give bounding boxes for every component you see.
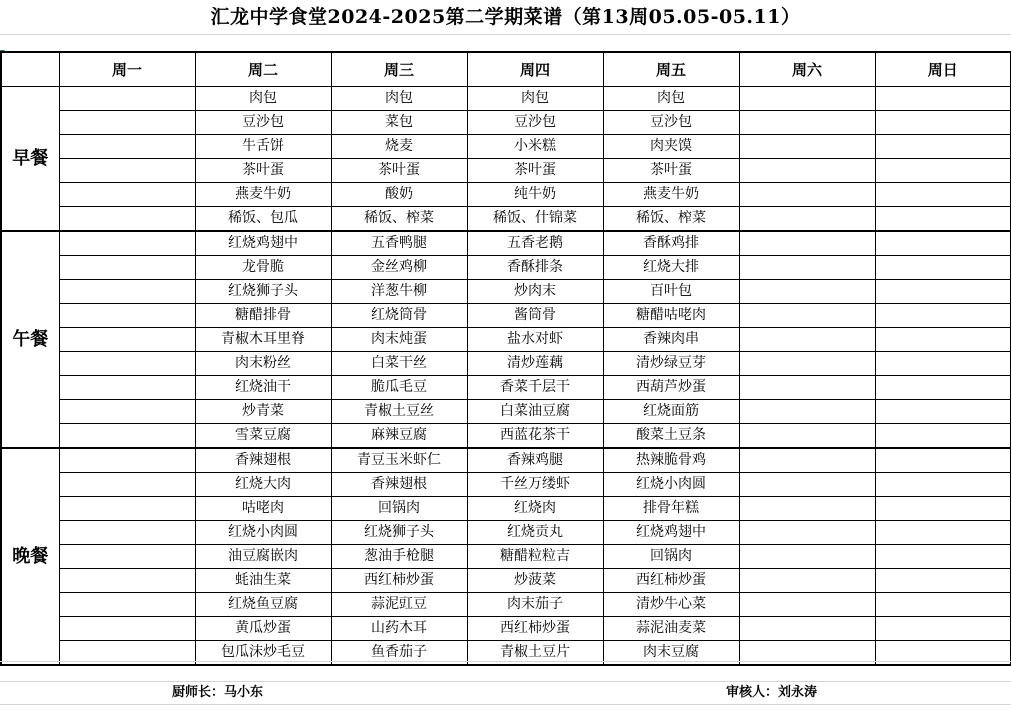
dish-cell: 山药木耳 [331,617,467,641]
dish-cell: 燕麦牛奶 [603,183,739,207]
dish-cell: 酸奶 [331,183,467,207]
dish-cell: 千丝万缕虾 [467,473,603,497]
dish-cell: 清炒牛心菜 [603,593,739,617]
dish-cell: 红烧肉 [467,497,603,521]
dish-cell: 肉末粉丝 [195,352,331,376]
meal-label: 晚餐 [1,448,59,665]
dish-cell: 茶叶蛋 [195,159,331,183]
menu-row [1,521,1011,545]
dish-cell: 蚝油生菜 [195,569,331,593]
dish-cell [739,473,875,497]
dish-cell: 脆瓜毛豆 [331,376,467,400]
dish-cell [59,473,195,497]
menu-row [1,280,1011,304]
dish-cell [875,545,1011,569]
menu-row [1,376,1011,400]
menu-row [1,304,1011,328]
grid-line [0,661,1011,662]
dish-cell [59,328,195,352]
dish-cell [875,424,1011,449]
menu-row [1,617,1011,641]
dish-cell [875,328,1011,352]
dish-cell: 排骨年糕 [603,497,739,521]
dish-cell: 豆沙包 [603,111,739,135]
dish-cell: 盐水对虾 [467,328,603,352]
dish-cell: 燕麦牛奶 [195,183,331,207]
dish-cell [875,135,1011,159]
grid-line [0,681,1011,682]
dish-cell: 香酥排条 [467,256,603,280]
dish-cell: 烧麦 [331,135,467,159]
dish-cell: 黄瓜炒蛋 [195,617,331,641]
dish-cell: 红烧油干 [195,376,331,400]
dish-cell [59,111,195,135]
dish-cell: 红烧小肉圆 [603,473,739,497]
dish-cell [875,87,1011,111]
dish-cell [875,400,1011,424]
dish-cell [739,400,875,424]
meal-label: 早餐 [1,87,59,232]
dish-cell: 蒜泥油麦菜 [603,617,739,641]
corner-cell [1,52,59,87]
dish-cell [739,521,875,545]
dish-cell [59,256,195,280]
menu-row [1,207,1011,232]
menu-row [1,87,1011,111]
dish-cell [59,159,195,183]
dish-cell: 青椒土豆片 [467,641,603,666]
dish-cell [59,352,195,376]
dish-cell [739,376,875,400]
dish-cell: 牛舌饼 [195,135,331,159]
dish-cell: 茶叶蛋 [331,159,467,183]
dish-cell: 包瓜沫炒毛豆 [195,641,331,666]
dish-cell: 青椒木耳里脊 [195,328,331,352]
dish-cell: 肉包 [195,87,331,111]
menu-row [1,183,1011,207]
dish-cell [739,593,875,617]
dish-cell: 红烧大排 [603,256,739,280]
dish-cell: 红烧面筋 [603,400,739,424]
page-title: 汇龙中学食堂2024-2025第二学期菜谱（第13周05.05-05.11） [210,6,801,28]
day-header: 周一 [59,52,195,87]
menu-row [1,569,1011,593]
day-header: 周六 [739,52,875,87]
grid-line [0,704,1011,705]
dish-cell [875,593,1011,617]
menu-row [1,111,1011,135]
dish-cell [739,159,875,183]
dish-cell [739,617,875,641]
dish-cell: 蒜泥豇豆 [331,593,467,617]
dish-cell [59,376,195,400]
dish-cell: 回锅肉 [331,497,467,521]
dish-cell [59,617,195,641]
dish-cell [739,135,875,159]
dish-cell: 菜包 [331,111,467,135]
dish-cell [875,521,1011,545]
menu-row [1,424,1011,449]
day-header: 周二 [195,52,331,87]
dish-cell [875,304,1011,328]
dish-cell: 回锅肉 [603,545,739,569]
dish-cell: 纯牛奶 [467,183,603,207]
dish-cell: 糖醋咕咾肉 [603,304,739,328]
dish-cell: 酸菜土豆条 [603,424,739,449]
dish-cell: 炒青菜 [195,400,331,424]
dish-cell: 咕咾肉 [195,497,331,521]
dish-cell [875,159,1011,183]
dish-cell [739,424,875,449]
dish-cell [59,521,195,545]
dish-cell [739,448,875,473]
dish-cell [59,183,195,207]
menu-row [1,400,1011,424]
dish-cell: 龙骨脆 [195,256,331,280]
dish-cell [59,87,195,111]
day-header: 周三 [331,52,467,87]
menu-table [0,51,1011,666]
dish-cell: 茶叶蛋 [603,159,739,183]
menu-row [1,159,1011,183]
dish-cell: 热辣脆骨鸡 [603,448,739,473]
dish-cell: 肉末豆腐 [603,641,739,666]
dish-cell: 油豆腐嵌肉 [195,545,331,569]
dish-cell [739,545,875,569]
dish-cell: 稀饭、榨菜 [603,207,739,232]
dish-cell: 麻辣豆腐 [331,424,467,449]
dish-cell: 百叶包 [603,280,739,304]
dish-cell [739,87,875,111]
menu-row [1,545,1011,569]
menu-row [1,352,1011,376]
dish-cell: 五香老鹅 [467,231,603,256]
menu-row [1,231,1011,256]
dish-cell [739,352,875,376]
dish-cell [59,400,195,424]
dish-cell: 白菜干丝 [331,352,467,376]
dish-cell [59,207,195,232]
reviewer-signature: 审核人：刘永涛 [726,685,818,700]
dish-cell: 洋葱牛柳 [331,280,467,304]
dish-cell: 红烧鸡翅中 [195,231,331,256]
dish-cell: 肉包 [331,87,467,111]
dish-cell [875,231,1011,256]
dish-cell: 清炒莲藕 [467,352,603,376]
dish-cell [875,183,1011,207]
chef-signature: 厨师长：马小东 [172,685,264,700]
dish-cell: 红烧鱼豆腐 [195,593,331,617]
dish-cell [59,497,195,521]
dish-cell: 茶叶蛋 [467,159,603,183]
dish-cell: 肉末茄子 [467,593,603,617]
dish-cell: 小米糕 [467,135,603,159]
dish-cell: 红烧筒骨 [331,304,467,328]
dish-cell: 红烧狮子头 [331,521,467,545]
grid-line [0,34,1011,35]
dish-cell [739,328,875,352]
dish-cell [875,256,1011,280]
dish-cell [739,280,875,304]
dish-cell: 红烧小肉圆 [195,521,331,545]
dish-cell: 雪菜豆腐 [195,424,331,449]
dish-cell [59,569,195,593]
dish-cell [739,569,875,593]
dish-cell: 青椒土豆丝 [331,400,467,424]
dish-cell [739,183,875,207]
menu-row [1,328,1011,352]
dish-cell: 豆沙包 [467,111,603,135]
menu-row [1,256,1011,280]
dish-cell: 肉包 [603,87,739,111]
dish-cell: 稀饭、什锦菜 [467,207,603,232]
dish-cell: 白菜油豆腐 [467,400,603,424]
dish-cell [739,111,875,135]
dish-cell: 香辣肉串 [603,328,739,352]
dish-cell [739,304,875,328]
dish-cell [739,207,875,232]
dish-cell: 香酥鸡排 [603,231,739,256]
meal-label: 午餐 [1,231,59,448]
dish-cell [59,280,195,304]
dish-cell: 香辣翅根 [195,448,331,473]
dish-cell [739,231,875,256]
dish-cell: 西葫芦炒蛋 [603,376,739,400]
dish-cell [59,231,195,256]
dish-cell: 稀饭、榨菜 [331,207,467,232]
dish-cell: 香辣翅根 [331,473,467,497]
dish-cell: 清炒绿豆芽 [603,352,739,376]
dish-cell: 糖醋排骨 [195,304,331,328]
dish-cell [59,545,195,569]
dish-cell: 红烧狮子头 [195,280,331,304]
dish-cell: 红烧贡丸 [467,521,603,545]
dish-cell: 糖醋粒粒吉 [467,545,603,569]
dish-cell: 肉包 [467,87,603,111]
dish-cell: 酱筒骨 [467,304,603,328]
menu-row [1,448,1011,473]
menu-row [1,497,1011,521]
dish-cell [59,424,195,449]
dish-cell: 香菜千层干 [467,376,603,400]
dish-cell: 肉夹馍 [603,135,739,159]
dish-cell [875,473,1011,497]
dish-cell [875,376,1011,400]
dish-cell: 炒菠菜 [467,569,603,593]
dish-cell: 红烧鸡翅中 [603,521,739,545]
dish-cell [59,448,195,473]
dish-cell: 鱼香茄子 [331,641,467,666]
dish-cell [875,448,1011,473]
menu-row [1,473,1011,497]
dish-cell: 炒肉末 [467,280,603,304]
dish-cell: 西蓝花茶干 [467,424,603,449]
dish-cell [875,617,1011,641]
dish-cell [739,497,875,521]
dish-cell: 豆沙包 [195,111,331,135]
dish-cell: 西红柿炒蛋 [603,569,739,593]
menu-row [1,593,1011,617]
dish-cell: 青豆玉米虾仁 [331,448,467,473]
dish-cell: 金丝鸡柳 [331,256,467,280]
day-header: 周五 [603,52,739,87]
dish-cell [59,593,195,617]
dish-cell [875,497,1011,521]
dish-cell: 香辣鸡腿 [467,448,603,473]
dish-cell [875,111,1011,135]
dish-cell: 红烧大肉 [195,473,331,497]
menu-row [1,135,1011,159]
dish-cell [739,256,875,280]
header-row [1,52,1011,87]
dish-cell: 西红柿炒蛋 [331,569,467,593]
day-header: 周四 [467,52,603,87]
day-header: 周日 [875,52,1011,87]
dish-cell [875,352,1011,376]
dish-cell: 五香鸭腿 [331,231,467,256]
dish-cell [875,280,1011,304]
dish-cell: 肉末炖蛋 [331,328,467,352]
dish-cell [875,207,1011,232]
dish-cell [59,304,195,328]
dish-cell: 稀饭、包瓜 [195,207,331,232]
menu-body [1,87,1011,666]
dish-cell: 葱油手枪腿 [331,545,467,569]
dish-cell: 西红柿炒蛋 [467,617,603,641]
dish-cell [59,135,195,159]
dish-cell [875,569,1011,593]
